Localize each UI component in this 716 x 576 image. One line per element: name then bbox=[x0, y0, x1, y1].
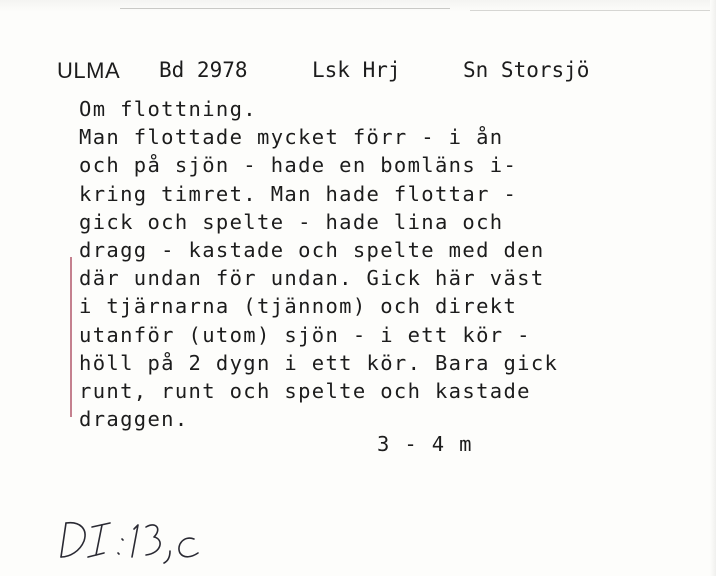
text-line: höll på 2 dygn i ett kör. Bara gick bbox=[79, 350, 559, 375]
handwriting-stroke bbox=[164, 551, 170, 563]
handwritten-code bbox=[58, 517, 218, 565]
handwriting-stroke bbox=[96, 525, 102, 555]
text-line: Om flottning. bbox=[79, 97, 257, 121]
text-line: i tjärnarna (tjännom) och direkt bbox=[79, 294, 518, 319]
archive-code: ULMA bbox=[57, 58, 121, 83]
handwriting-stroke bbox=[122, 539, 123, 540]
card-edge-line bbox=[470, 10, 710, 11]
text-line: gick och spelte - hade lina och bbox=[79, 209, 504, 234]
text-line: kring timret. Man hade flottar - bbox=[79, 181, 518, 206]
volume-number: Bd 2978 bbox=[159, 58, 248, 82]
text-line: draggen. bbox=[79, 407, 189, 432]
text-line: runt, runt och spelte och kastade bbox=[79, 379, 531, 404]
measurement-note: 3 - 4 m bbox=[377, 432, 473, 456]
text-line: dragg - kastade och spelte med den bbox=[79, 238, 545, 263]
handwriting-stroke bbox=[146, 525, 160, 555]
parish-name: Sn Storsjö bbox=[463, 58, 590, 82]
margin-marker-line bbox=[70, 257, 72, 417]
card-right-edge bbox=[710, 0, 716, 576]
text-line: där undan för undan. Gick här väst bbox=[79, 266, 545, 291]
card-edge-line bbox=[120, 8, 450, 9]
card-body-text bbox=[79, 95, 558, 433]
text-line: Man flottade mycket förr - i ån bbox=[79, 125, 504, 150]
handwriting-stroke bbox=[132, 525, 138, 557]
text-line: och på sjön - hade en bomläns i- bbox=[79, 153, 518, 178]
handwriting-stroke bbox=[179, 538, 198, 557]
handwriting-stroke bbox=[118, 553, 119, 554]
county-code: Lsk Hrj bbox=[312, 58, 401, 82]
text-line: utanför (utom) sjön - i ett kör - bbox=[79, 322, 531, 347]
handwriting-stroke bbox=[61, 523, 66, 557]
